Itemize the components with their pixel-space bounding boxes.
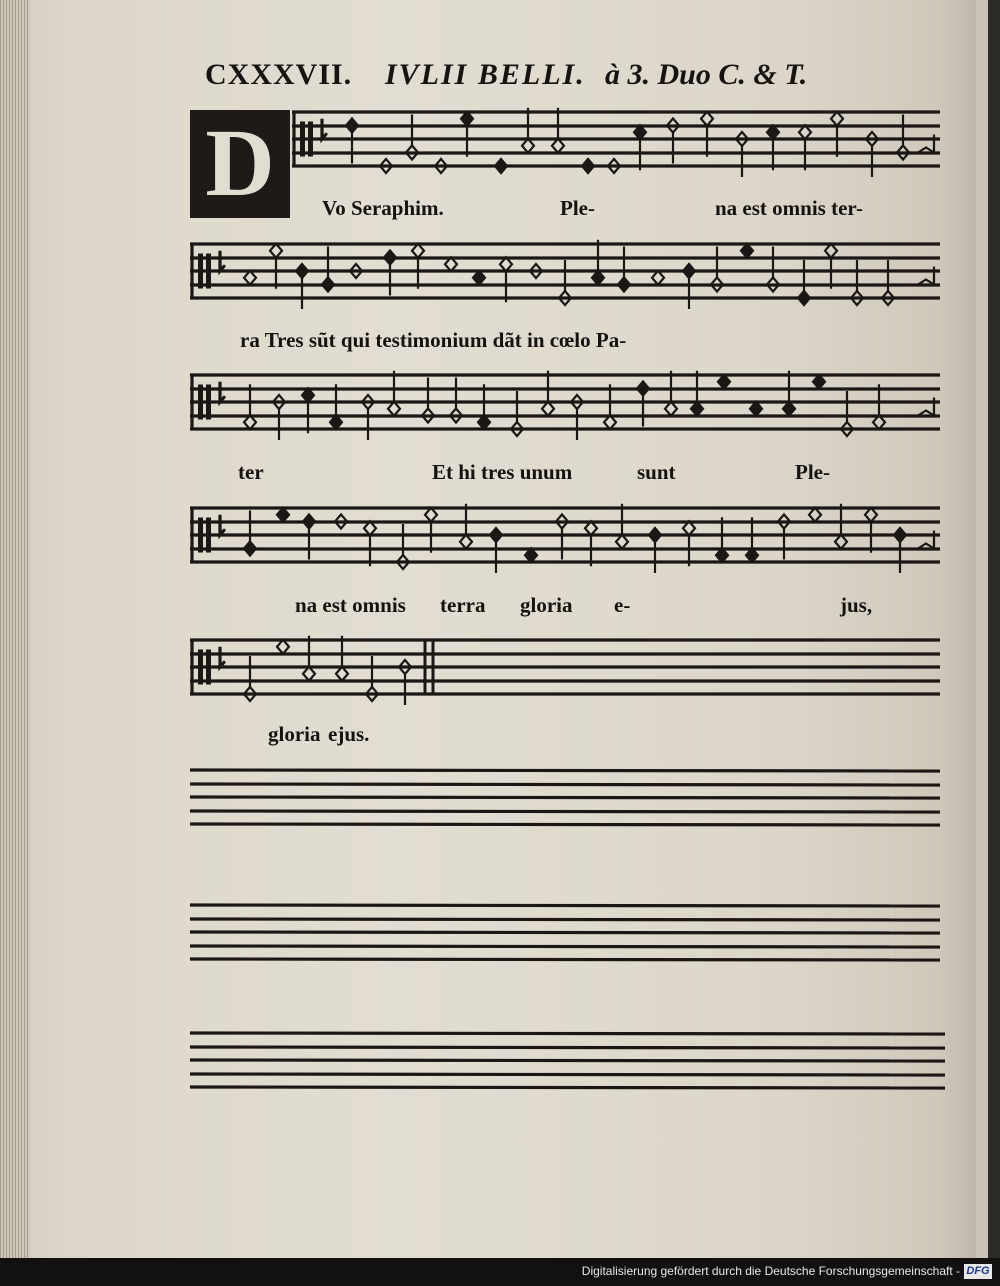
note-head	[618, 278, 630, 292]
staff-line	[190, 932, 940, 933]
note-head	[388, 402, 400, 416]
lyric-line-4a: na est omnis	[295, 593, 406, 617]
note-head	[813, 375, 825, 389]
note-head	[783, 402, 795, 416]
note-head	[277, 640, 289, 654]
lyric-line-4e: jus,	[840, 593, 873, 617]
lyric-line-4d: e-	[614, 593, 631, 617]
note-head	[522, 139, 534, 153]
staff-line	[190, 1087, 945, 1088]
note-head	[616, 535, 628, 549]
flat-sign	[220, 647, 224, 667]
folio-number: CXXXVII.	[205, 58, 353, 91]
note-head	[649, 528, 661, 542]
lyric-line-2a: ra Tres sũt qui testimonium dãt in cœlo Pa-	[240, 328, 627, 352]
note-head	[495, 159, 507, 173]
custos	[918, 531, 934, 549]
note-head	[460, 535, 472, 549]
note-head	[894, 528, 906, 542]
footer-bar	[0, 1258, 1000, 1286]
lyric-line-1c: na est omnis ter-	[715, 196, 863, 220]
note-head	[691, 402, 703, 416]
note-head	[384, 251, 396, 265]
clef	[206, 385, 211, 420]
staff-line	[190, 1074, 945, 1075]
note-head	[798, 291, 810, 305]
note-head	[303, 515, 315, 529]
clef	[198, 385, 203, 420]
note-head	[412, 244, 424, 258]
clef	[206, 650, 211, 685]
note-head	[835, 535, 847, 549]
lyric-line-5b: ejus.	[328, 722, 370, 746]
staff-line	[190, 784, 940, 785]
note-head	[473, 271, 485, 285]
note-head	[322, 278, 334, 292]
clef	[206, 254, 211, 289]
note-head	[336, 667, 348, 681]
staff-line	[190, 811, 940, 812]
note-head	[718, 375, 730, 389]
note-head	[831, 112, 843, 126]
initial-letter: D	[205, 109, 275, 216]
lyric-line-3d: Ple-	[795, 460, 830, 484]
custos	[918, 135, 934, 153]
note-head	[296, 264, 308, 278]
note-head	[542, 402, 554, 416]
dfg-logo: DFG	[964, 1264, 992, 1279]
clef	[198, 650, 203, 685]
staff-line	[190, 770, 940, 771]
composer-name: IVLII BELLI.	[385, 58, 586, 91]
note-head	[592, 271, 604, 285]
note-head	[701, 112, 713, 126]
note-head	[490, 528, 502, 542]
note-head	[652, 271, 664, 285]
lyric-line-3c: sunt	[637, 460, 676, 484]
flat-sign	[322, 119, 326, 139]
note-head	[277, 508, 289, 522]
staff-line	[190, 919, 940, 920]
staff-line	[190, 1047, 945, 1048]
note-head	[809, 508, 821, 522]
note-head	[741, 244, 753, 258]
lyric-line-1b: Ple-	[560, 196, 595, 220]
lyric-line-1a: Vo Seraphim.	[322, 196, 444, 220]
flat-sign	[220, 382, 224, 402]
note-head	[552, 139, 564, 153]
staff-line	[190, 946, 940, 947]
clef	[308, 122, 313, 157]
note-head	[244, 271, 256, 285]
staff-line	[190, 797, 940, 798]
staff-line	[190, 824, 940, 825]
voicing: à 3. Duo C. & T.	[605, 58, 808, 91]
note-head	[425, 508, 437, 522]
note-head	[750, 402, 762, 416]
clef	[198, 518, 203, 553]
clef	[300, 122, 305, 157]
custos	[918, 398, 934, 416]
lyric-line-4b: terra	[440, 593, 486, 617]
custos	[918, 267, 934, 285]
note-head	[582, 159, 594, 173]
flat-sign	[220, 251, 224, 271]
lyric-line-3b: Et hi tres unum	[432, 460, 573, 484]
note-head	[825, 244, 837, 258]
lyric-line-4c: gloria	[520, 593, 573, 617]
flat-sign	[220, 515, 224, 535]
note-head	[461, 112, 473, 126]
lyric-line-5a: gloria	[268, 722, 321, 746]
staff-line	[190, 905, 940, 906]
note-head	[665, 402, 677, 416]
note-head	[303, 667, 315, 681]
note-head	[270, 244, 282, 258]
staff-line	[190, 1033, 945, 1034]
lyric-line-3a: ter	[238, 460, 264, 484]
clef	[198, 254, 203, 289]
funding-credit: Digitalisierung gefördert durch die Deutsche Forschungsgemeinschaft -	[581, 1264, 960, 1278]
note-head	[346, 119, 358, 133]
note-head	[637, 382, 649, 396]
clef	[206, 518, 211, 553]
note-head	[244, 542, 256, 556]
staff-line	[190, 1060, 945, 1061]
note-head	[865, 508, 877, 522]
note-head	[683, 264, 695, 278]
staff-line	[190, 959, 940, 960]
